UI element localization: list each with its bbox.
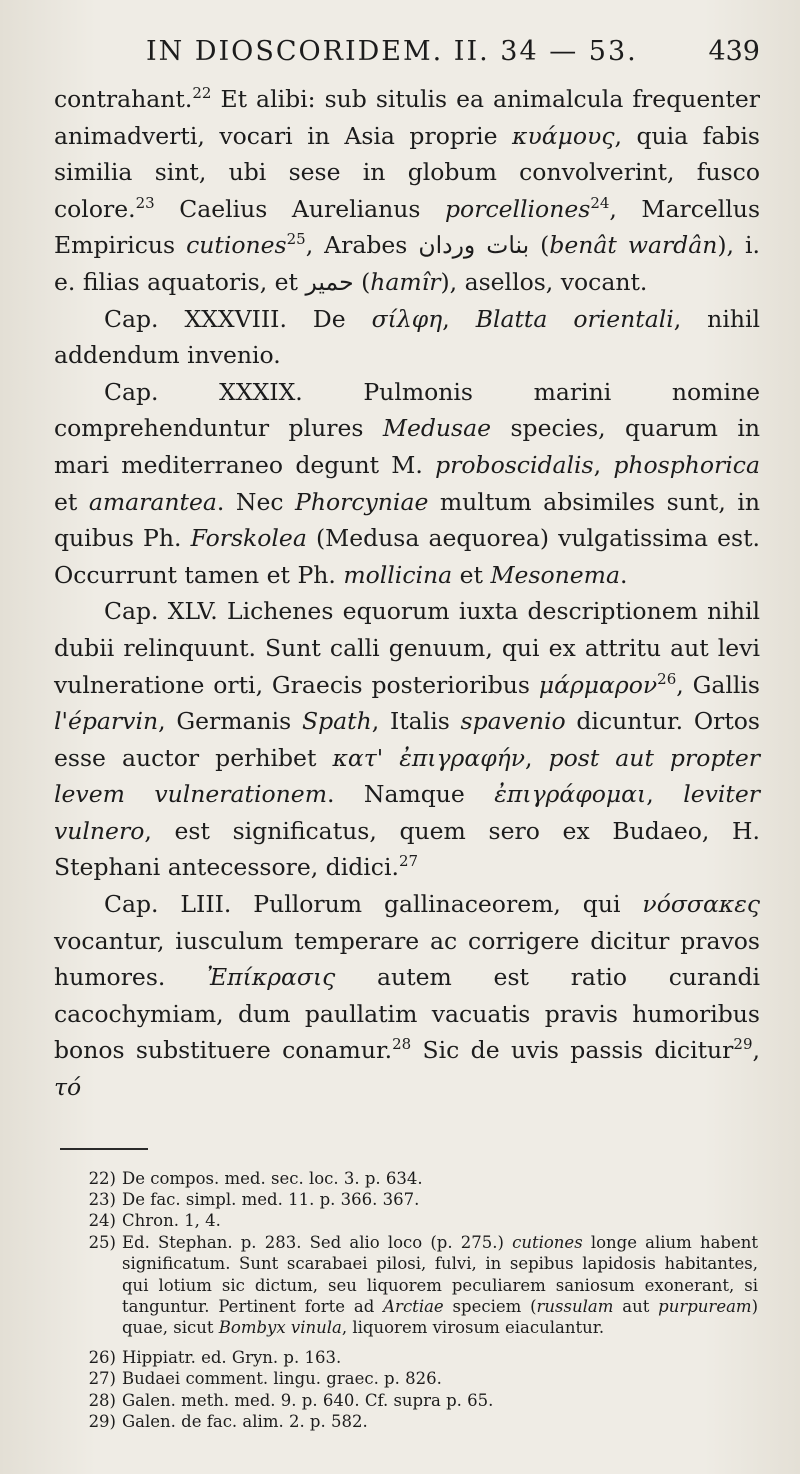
running-title: IN DIOSCORIDEM. II. 34 — 53. [146, 36, 638, 67]
latin-term: post aut propter levem vulnerationem [54, 743, 760, 809]
text-run: . Namque [326, 780, 495, 809]
latin-term: amarantea [88, 487, 217, 516]
footnote-number: 28) [88, 1390, 116, 1410]
text-run: Cap. LIII. Pullorum gallinaceorem, qui [104, 890, 643, 919]
footnote-number: 29) [88, 1412, 116, 1432]
footnote-ref-22[interactable]: 22 [192, 84, 212, 103]
text-run: , est significatus, quem sero ex Budaeo, H. Stephani antecessore, didici. [54, 816, 760, 882]
text-run: et [452, 560, 491, 589]
footnote-text: De fac. simpl. med. 11. p. 366. 367. [122, 1190, 420, 1210]
text-run: Ed. Stephan. p. 283. Sed alio loco (p. 275.) [122, 1232, 513, 1252]
text-run: , [646, 780, 684, 809]
greek-word: μάρμαρον [538, 670, 658, 699]
latin-term: mollicina [343, 560, 453, 589]
footnote-24 [54, 1210, 760, 1231]
latin-term: Forskolea [190, 524, 307, 553]
latin-term: spavenio [460, 707, 566, 736]
footnote-text: Galen. de fac. alim. 2. p. 582. [122, 1412, 368, 1432]
text-run: Cap. XXXIX. Pulmonis marini nomine comprehenduntur plures [54, 377, 760, 443]
footnote-ref-26[interactable]: 26 [657, 669, 677, 688]
text-run: . [619, 560, 628, 589]
footnote-22 [54, 1168, 760, 1189]
text-run: ), i. e. filias aquatoris, et [54, 231, 760, 296]
footnote-text: Budaei comment. lingu. graec. p. 826. [122, 1369, 442, 1389]
text-run: , [525, 743, 549, 772]
paragraph-1 [54, 81, 760, 301]
paragraph-cap-53 [54, 886, 760, 1106]
latin-term: Spath [302, 707, 372, 736]
text-run: longe alium habent significatum. Sunt scarabaei pilosi, fulvi, in sepibus lapidosis habitantes, qui lotium sic dictum, seu liquorem peculiarem saniosum exonerant, si tanguntur. Pertinent forte ad [122, 1232, 758, 1317]
latin-term: russulam [536, 1297, 614, 1317]
paragraph-cap-39 [54, 374, 760, 594]
greek-word: νόσσακες [642, 890, 760, 919]
text-run: contrahant. [54, 85, 193, 113]
greek-word: Ἐπίκρασις [207, 963, 336, 992]
text-run: , Italis [371, 707, 461, 736]
text-run: Cap. XXXVIII. De [104, 304, 372, 333]
footnote-26 [54, 1347, 760, 1368]
text-run: (Medusa aequorea) vulgatissima est. Occurrunt tamen et Ph. [54, 524, 760, 589]
text-run: Et alibi: sub situlis ea animalcula frequenter animadverti, vocari in Asia proprie [54, 85, 760, 150]
text-run: , Arabes [305, 231, 419, 260]
latin-term: purpuream [658, 1297, 752, 1317]
footnote-number: 27) [88, 1369, 116, 1389]
text-run: , [752, 1036, 760, 1065]
greek-word: σίλφη [371, 304, 443, 333]
greek-word: κυάμους [512, 121, 615, 150]
text-run: multum absimiles sunt, in quibus Ph. [54, 487, 761, 553]
page-number: 439 [708, 36, 760, 67]
text-run: . Nec [216, 487, 296, 516]
text-run: dicuntur. Ortos esse auctor perhibet [54, 707, 760, 772]
footnote-text: Chron. 1, 4. [122, 1211, 221, 1231]
arabic-word: حمير [305, 267, 354, 296]
text-run: ), asellos, vocant. [440, 267, 648, 296]
footnote-text: Galen. meth. med. 9. p. 640. Cf. supra p. 65. [122, 1390, 494, 1410]
text-run: , liquorem virosum eiaculantur. [341, 1318, 605, 1338]
text-run: ( [353, 267, 371, 296]
latin-term: Medusae [382, 414, 492, 443]
text-run: vocantur, iusculum temperare ac corrigere dicitur pravos humores. [54, 926, 760, 992]
greek-word: ἐπιγράφομαι [494, 780, 647, 809]
text-run: et [54, 487, 89, 516]
arabic-word: بنات وردان [418, 231, 530, 260]
footnote-ref-28[interactable]: 28 [392, 1035, 412, 1054]
footnote-ref-24[interactable]: 24 [590, 193, 610, 212]
transliteration: benât wardân [549, 231, 718, 260]
latin-term: cutiones [186, 231, 287, 260]
footnote-number: 26) [88, 1347, 116, 1367]
footnote-ref-23[interactable]: 23 [135, 193, 155, 212]
footnote-23 [54, 1189, 760, 1210]
latin-term: Phorcyniae [295, 487, 429, 516]
text-run: Cap. XLV. Lichenes equorum iuxta descriptionem nihil dubii relinquunt. Sunt calli genuum, qui ex attritu aut levi vulneratione orti, Graecis posterioribus [54, 597, 760, 699]
footnote-27 [54, 1368, 760, 1389]
text-run: ( [529, 231, 550, 260]
greek-word: τό [54, 1073, 82, 1102]
footnote-25 [54, 1232, 760, 1339]
latin-term: Blatta orientali [475, 304, 674, 333]
text-run: , [593, 450, 614, 479]
text-run: Caelius Aurelianus [154, 194, 446, 223]
text-run: Sic de uvis passis dicitur [411, 1036, 734, 1065]
main-text [54, 81, 760, 1106]
latin-term: Arctiae [383, 1297, 444, 1317]
greek-word: κατ' ἐπιγραφήν [332, 743, 526, 772]
latin-term: Bombyx vinula [218, 1318, 342, 1338]
text-run: , Gallis [676, 670, 760, 699]
footnotes [54, 1168, 760, 1433]
text-run: , quia fabis similia sint, ubi sese in globum convolverint, fusco colore. [54, 121, 760, 223]
latin-term: phosphorica [613, 450, 760, 479]
text-run: species, quarum in mari mediterraneo degunt M. [54, 414, 761, 479]
footnote-number: 25) [88, 1232, 116, 1252]
footnote-ref-27[interactable]: 27 [398, 852, 419, 871]
text-run: ) quae, sicut [122, 1297, 759, 1338]
text-run: , nihil addendum invenio. [54, 304, 760, 370]
text-run: , Marcellus Empiricus [54, 194, 761, 260]
footnote-number: 22) [88, 1168, 116, 1188]
text-run: aut [613, 1297, 659, 1317]
footnote-text [122, 1232, 760, 1339]
footnote-29 [54, 1411, 760, 1432]
footnote-28 [54, 1390, 760, 1411]
footnote-ref-25[interactable]: 25 [286, 230, 306, 249]
footnote-text: Hippiatr. ed. Gryn. p. 163. [122, 1347, 342, 1367]
footnote-gap [54, 1339, 760, 1347]
latin-term: Mesonema [490, 560, 620, 589]
footnote-number: 24) [88, 1211, 116, 1231]
text-run: autem est ratio curandi cacochymiam, dum paullatim vacuatis pravis humoribus bonos substituere conamur. [54, 963, 760, 1065]
paragraph-cap-45 [54, 593, 760, 886]
footnote-number: 23) [88, 1190, 116, 1210]
text-run: speciem ( [443, 1297, 537, 1317]
paragraph-cap-38 [54, 301, 760, 374]
latin-term: leviter vulnero [54, 780, 760, 845]
running-header [54, 36, 760, 67]
footnote-text: De compos. med. sec. loc. 3. p. 634. [122, 1168, 423, 1188]
text-run: , Germanis [158, 707, 302, 736]
latin-term: l'éparvin [54, 707, 159, 736]
text-run: , [442, 304, 476, 333]
footnote-separator [60, 1148, 148, 1150]
footnote-ref-29[interactable]: 29 [733, 1035, 753, 1054]
latin-term: proboscidalis [435, 450, 594, 479]
transliteration: hamîr [370, 267, 441, 296]
latin-term: cutiones [512, 1232, 583, 1252]
latin-term: porcelliones [445, 194, 591, 223]
